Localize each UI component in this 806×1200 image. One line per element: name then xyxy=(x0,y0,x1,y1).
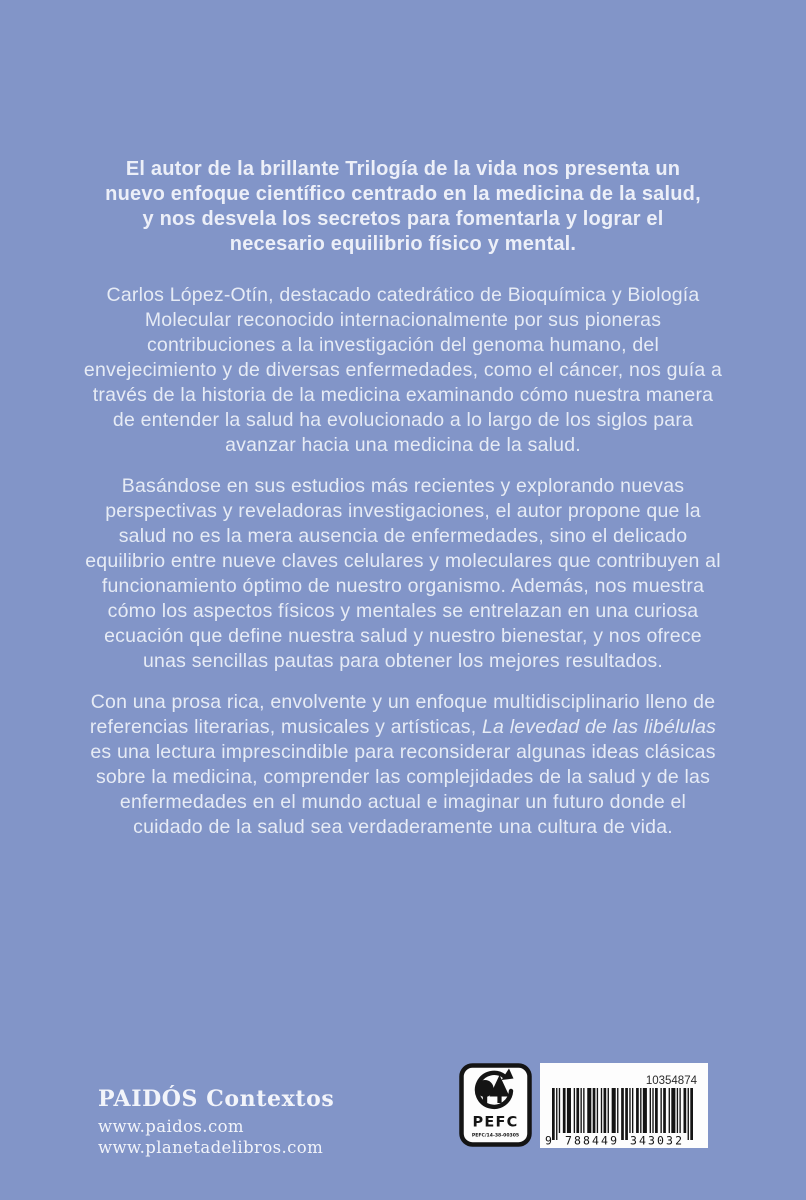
closing-text-after: es una lectura imprescindible para reconsiderar algunas ideas clásicas sobre la medicina, comprender las complejidades de la salud y de las enfermedades en el mundo actual e imaginar un futuro donde el cuidado de la salud sea verdaderamente una cultura de vida. xyxy=(90,741,716,838)
imprint-name: PAIDÓS Contextos xyxy=(98,1086,335,1112)
pefc-label: PEFC xyxy=(472,1114,519,1131)
barcode-sticker xyxy=(540,1063,708,1148)
blurb-paragraph-thesis: Basándose en sus estudios más recientes y explorando nuevas perspectivas y reveladoras investigaciones, el autor propone que la salud no es la mera ausencia de enfermedades, sino el delicado equilibrio entre nueve claves celulares y moleculares que contribuyen al funcionamiento óptimo de nuestro organismo. Además, nos muestra cómo los aspectos físicos y mentales se entrelazan en una curiosa ecuación que define nuestra salud y nuestro bienestar, y nos ofrece unas sencillas pautas para obtener los mejores resultados. xyxy=(85,475,721,672)
blurb-paragraph-author: Carlos López-Otín, destacado catedrático de Bioquímica y Biología Molecular reconocido internacionalmente por sus pioneras contribuciones a la investigación del genoma humano, del envejecimiento y de diversas enfermedades, como el cáncer, nos guía a través de la historia de la medicina examinando cómo nuestra manera de entender la salud ha evolucionado a lo largo de los siglos para avanzar hacia una medicina de la salud. xyxy=(83,284,723,456)
publisher-block xyxy=(98,1086,334,1158)
planetadelibros-website: www.planetadelibros.com xyxy=(98,1137,324,1157)
pefc-certificate-number: PEFC/14-38-00305 xyxy=(471,1133,520,1139)
isbn-group-2: 343032 xyxy=(630,1133,682,1148)
pefc-logo-svg xyxy=(459,1063,532,1147)
blurb-headline: El autor de la brillante Trilogía de la vida nos presenta un nuevo enfoque científico centrado en la medicina de la salud, y nos desvela los secretos para fomentarla y lograr el necesario equilibrio físico y mental. xyxy=(105,158,701,255)
publisher-website: www.paidos.com xyxy=(98,1117,244,1136)
blurb-paragraph-closing xyxy=(83,690,723,840)
barcode-top-number: 10354874 xyxy=(645,1075,697,1087)
back-cover-blurb xyxy=(83,157,723,856)
closing-text-before: Con una prosa rica, envolvente y un enfoque multidisciplinario lleno de referencias literarias, musicales y artísticas, xyxy=(89,691,716,738)
barcode-svg xyxy=(540,1063,708,1148)
pefc-logo xyxy=(459,1063,532,1147)
book-title-italic: La levedad de las libélulas xyxy=(481,716,717,738)
isbn-first-digit: 9 xyxy=(545,1133,552,1148)
isbn-group-1: 788449 xyxy=(565,1133,617,1148)
